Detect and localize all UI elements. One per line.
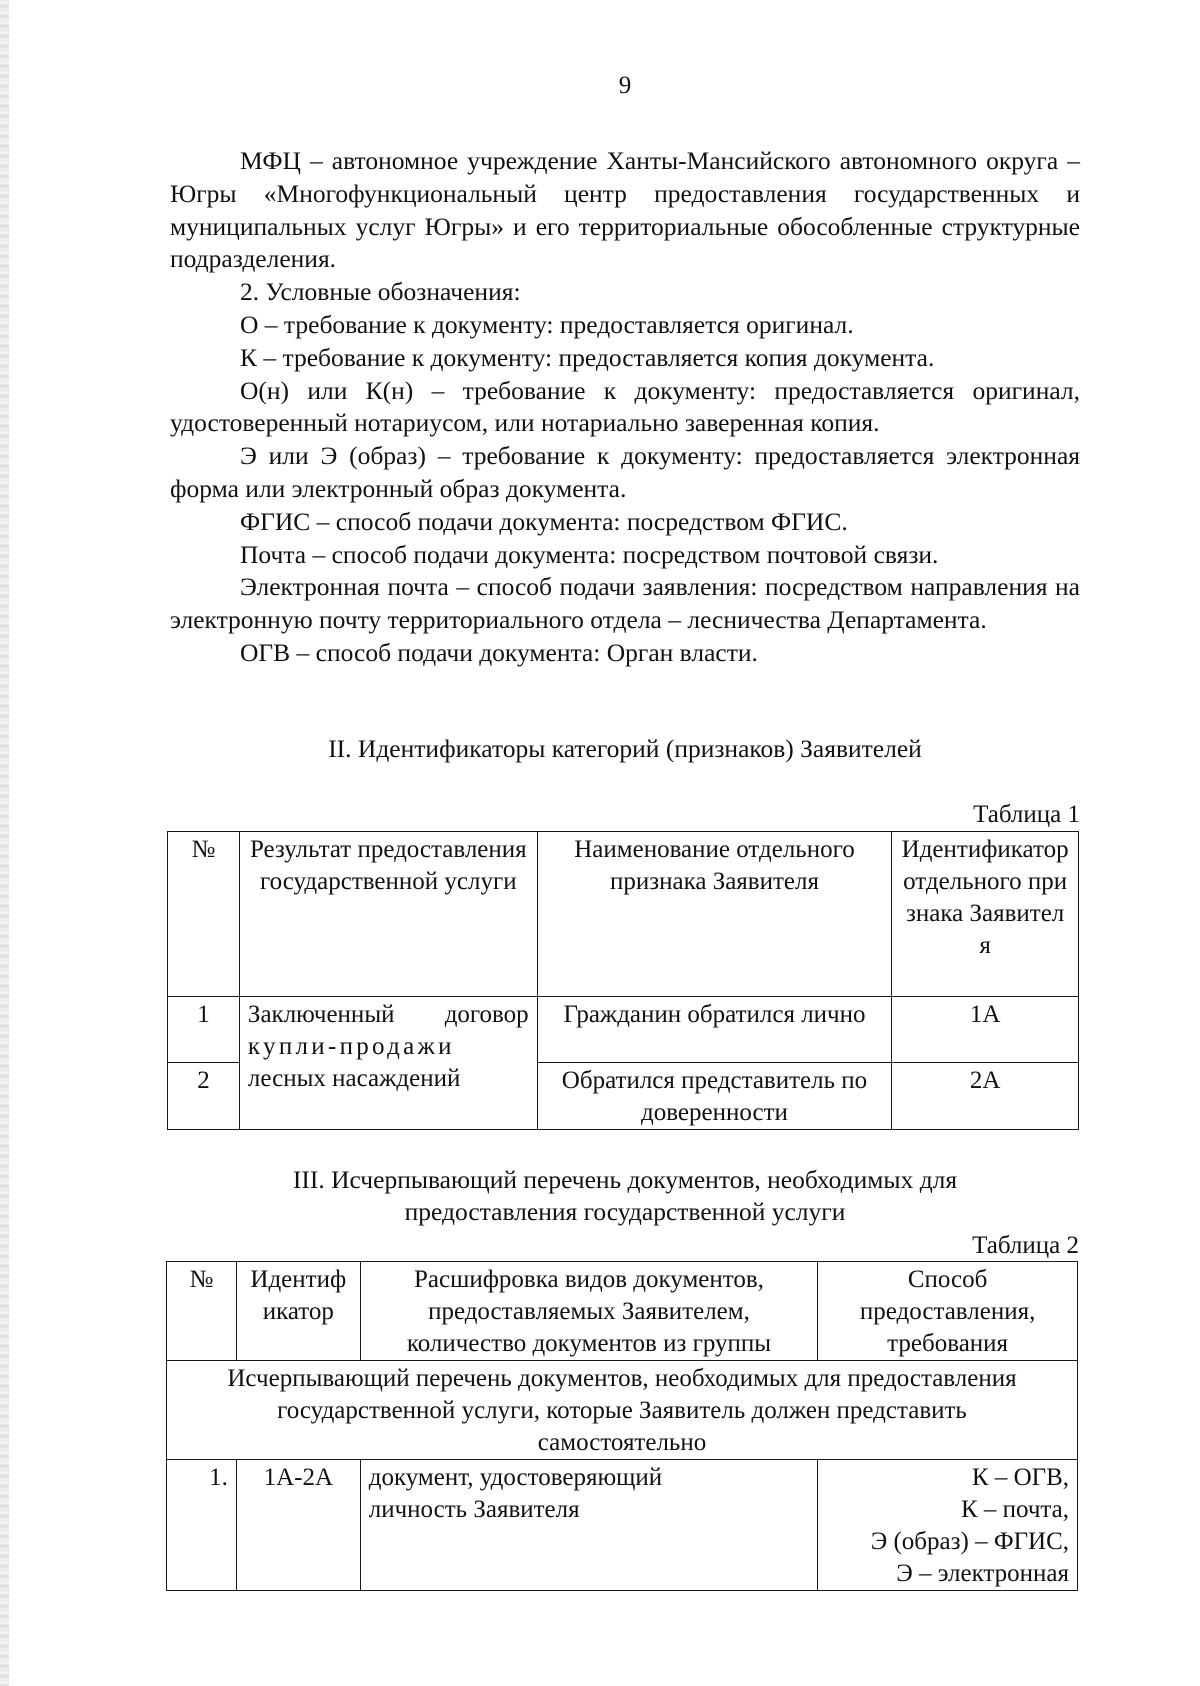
paragraph-legend-o: О – требование к документу: предоставляется оригинал. [240, 309, 854, 339]
table1-header-id: Идентификатор отдельного признака Заявителя [892, 832, 1079, 997]
paragraph-legend-title: 2. Условные обозначения: [240, 277, 521, 307]
table1-caption: Таблица 1 [973, 801, 1080, 828]
paragraph-legend-k: К – требование к документу: предоставляется копия документа. [240, 342, 935, 372]
table2-group-header: Исчерпывающий перечень документов, необходимых для предоставления государственной услуги, которые Заявитель должен представить самостоятельно [167, 1361, 1078, 1460]
table2-header-desc: Расшифровка видов документов, предоставляемых Заявителем, количество документов из группы [360, 1262, 818, 1361]
paragraph-legend-post: Почта – способ подачи документа: посредством почтовой связи. [240, 539, 939, 569]
table2-row1-method [818, 1460, 1078, 1591]
table2-row1-desc: документ, удостоверяющий личность Заявителя [360, 1460, 818, 1591]
table1-row1-name: Гражданин обратился лично [537, 997, 892, 1063]
paragraph-legend-e: Э или Э (образ) – требование к документу: предоставляется электронная форма или электронный образ документа. [170, 441, 1080, 503]
table2-group-row [167, 1361, 1078, 1460]
table2-header-id: Идентификатор [236, 1262, 360, 1361]
table1-row2-num: 2 [168, 1063, 240, 1130]
scan-edge-artifact [0, 0, 9, 1686]
paragraph-legend-ogv: ОГВ – способ подачи документа: Орган власти. [240, 637, 758, 667]
section3-heading [170, 1164, 1080, 1228]
table1-result-line3: лесных насаждений [247, 1065, 461, 1092]
table2-row1-num: 1. [167, 1460, 237, 1591]
table-row [167, 1460, 1078, 1591]
table1-row2-id: 2А [892, 1063, 1079, 1130]
table1-result-line1: Заключенный договор [247, 1001, 529, 1028]
table1-row1-num: 1 [168, 997, 240, 1063]
table1-result-cell [239, 997, 537, 1130]
table-applicant-categories [167, 831, 1079, 1130]
paragraph-legend-notary: О(н) или К(н) – требование к документу: предоставляется оригинал, удостоверенный нотариусом, или нотариально заверенная копия. [170, 375, 1080, 438]
table1-result-line2: купли-продажи [247, 1033, 455, 1060]
paragraph-legend-email: Электронная почта – способ подачи заявления: посредством направления на электронную почту территориального отдела – лесничества Департамента. [170, 572, 1080, 635]
body-text [170, 145, 1080, 670]
table2-header-method: Способ предоставления, требования [818, 1262, 1078, 1361]
table-row [168, 997, 1079, 1063]
page-number: 9 [618, 72, 632, 99]
section2-heading: II. Идентификаторы категорий (признаков) Заявителей [328, 734, 922, 763]
table2-header-num: № [167, 1262, 237, 1361]
table2-row1-method-line2: К – почта, [960, 1496, 1069, 1523]
table1-row1-id: 1А [892, 997, 1079, 1063]
table1-header-num: № [168, 832, 240, 997]
paragraph-mfc: МФЦ – автономное учреждение Ханты-Мансийского автономного округа – Югры «Многофункциональный центр предоставления государственных и муниципальных услуг Югры» и его территориальные обособленные структурные подразделения. [170, 146, 1080, 274]
table2-row1-id: 1А-2А [236, 1460, 360, 1591]
table2-row1-method-line3: Э (образ) – ФГИС, [870, 1528, 1069, 1555]
table1-row2-name: Обратился представитель по доверенности [537, 1063, 892, 1130]
table-required-documents [166, 1261, 1078, 1591]
table2-row1-method-line4: Э – электронная [896, 1560, 1069, 1587]
section3-heading-line2: предоставления государственной услуги [404, 1197, 846, 1226]
table1-header-row [168, 832, 1079, 997]
section3-heading-line1: III. Исчерпывающий перечень документов, необходимых для [292, 1165, 958, 1194]
table1-header-name: Наименование отдельного признака Заявителя [537, 832, 892, 997]
table2-header-row [167, 1262, 1078, 1361]
paragraph-legend-fgis: ФГИС – способ подачи документа: посредством ФГИС. [240, 506, 848, 536]
table2-caption: Таблица 2 [972, 1232, 1079, 1259]
table1-header-result: Результат предоставления государственной услуги [239, 832, 537, 997]
table2-row1-method-line1: К – ОГВ, [971, 1464, 1069, 1491]
